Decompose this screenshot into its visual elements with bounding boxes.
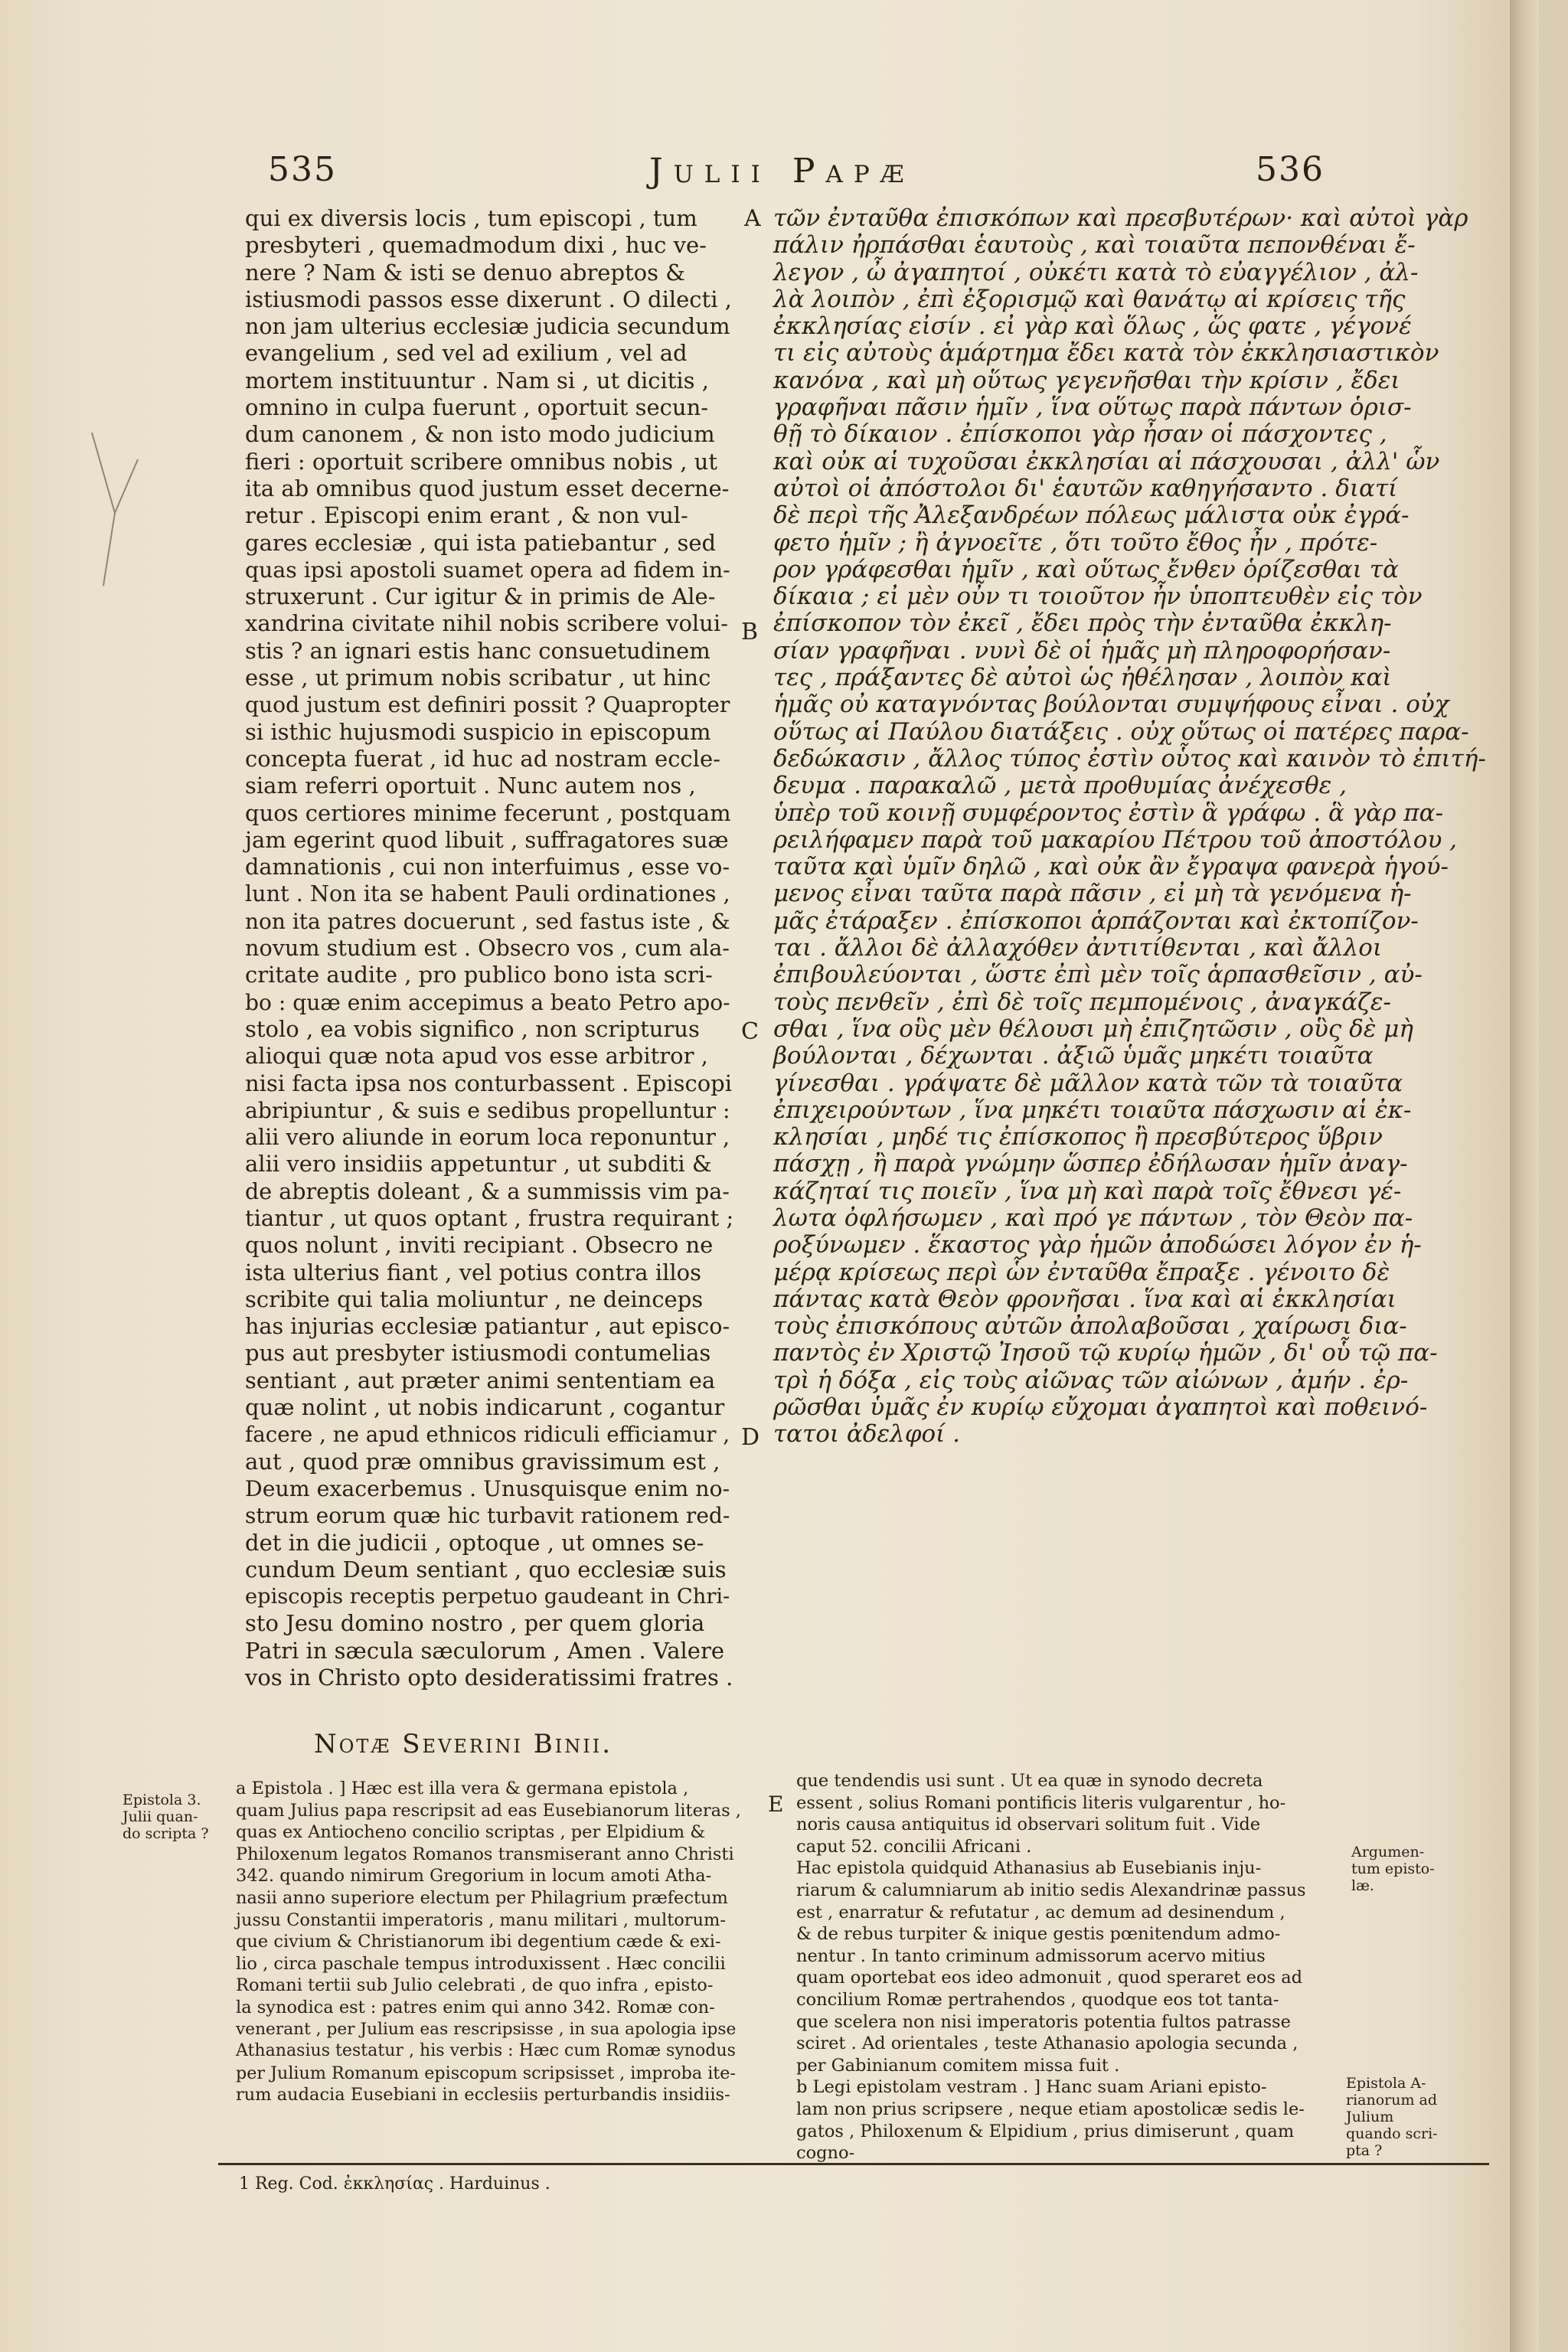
notes-title: Notæ Severini Binii.	[314, 1729, 613, 1759]
greek-text-line: ταῦτα καὶ ὑμῖν δηλῶ , καὶ οὐκ ἂν ἔγραψα φανερὰ ἡγού-	[773, 853, 1449, 881]
footnote-rule	[218, 2163, 1489, 2165]
latin-text-line: bo : quæ enim accepimus a beato Petro apo-	[245, 989, 730, 1015]
side-note-left: Epistola 3. Julii quan- do scripta ?	[122, 1792, 209, 1842]
latin-text-line: nisi facta ipsa nos conturbassent . Episcopi	[245, 1070, 732, 1096]
latin-text-line: stolo , ea vobis significo , non scripturus	[245, 1015, 700, 1042]
left-page-number: 535	[268, 150, 337, 189]
note-line: quas ex Antiocheno concilio scriptas , per Elpidium &	[236, 1822, 706, 1843]
greek-text-line: τες , πράξαντες δὲ αὐτοὶ ὡς ἠθέλησαν , λοιπὸν καὶ	[773, 664, 1392, 692]
note-line: nasii anno superiore electum per Philagrium præfectum	[236, 1887, 728, 1908]
latin-text-line: stis ? an ignari estis hanc consuetudinem	[245, 637, 710, 664]
latin-text-line: nere ? Nam & isti se denuo abreptos &	[245, 259, 686, 286]
latin-text-line: omnino in culpa fuerunt , oportuit secun-	[245, 394, 709, 421]
greek-text-line: σίαν γραφῆναι . νυνὶ δὲ οἱ ἡμᾶς μὴ πληροφορήσαν-	[773, 636, 1391, 665]
greek-text-line: ται . ἄλλοι δὲ ἀλλαχόθεν ἀντιτίθενται , καὶ ἄλλοι	[773, 934, 1383, 962]
note-line: per Julium Romanum episcopum scripsisset , improba ite-	[236, 2063, 736, 2083]
latin-text-line: alioqui quæ nota apud vos esse arbitror ,	[245, 1043, 708, 1070]
greek-text-line: ἐπιχειρούντων , ἵνα μηκέτι τοιαῦτα πάσχωσιν αἱ ἐκ-	[773, 1096, 1412, 1124]
note-line: per Gabinianum comitem missa fuit .	[796, 2055, 1120, 2076]
greek-text-line: λωτα ὀφλήσωμεν , καὶ πρό γε πάντων , τὸν Θεὸν πα-	[773, 1204, 1413, 1232]
greek-text-line: λὰ λοιπὸν , ἐπὶ ἐξορισμῷ καὶ θανάτῳ αἱ κρίσεις τῆς	[773, 285, 1406, 313]
greek-text-line: ἡμᾶς οὐ καταγνόντας βούλονται συμψήφους εἶναι . οὐχ	[773, 691, 1449, 719]
greek-text-line: τατοι ἀδελφοί .	[773, 1420, 961, 1449]
latin-text-line: istiusmodi passos esse dixerunt . O dilecti ,	[245, 286, 732, 312]
note-line: Romani tertii sub Julio celebrati , de quo infra , episto-	[236, 1975, 714, 1996]
side-note-right-bottom: Epistola A- rianorum ad Julium quando scri- pta ?	[1346, 2075, 1438, 2159]
latin-text-line: quæ nolint , ut nobis indicarunt , cogantur	[245, 1394, 725, 1421]
latin-text-line: non ita patres docuerunt , sed fastus iste , &	[245, 908, 730, 934]
greek-text-line: τοὺς ἐπισκόπους αὐτῶν ἀπολαβοῦσαι , χαίρωσι δια-	[773, 1312, 1407, 1341]
greek-text-line: δευμα . παρακαλῶ , μετὰ προθυμίας ἀνέχεσθε ,	[773, 772, 1347, 800]
greek-text-line: σθαι , ἵνα οὓς μὲν θέλουσι μὴ ἐπιζητῶσιν , οὓς δὲ μὴ	[773, 1014, 1413, 1043]
note-line: rum audacia Eusebiani in ecclesiis perturbandis insidiis-	[236, 2085, 730, 2105]
note-line: que civium & Christianorum ibi degentium cæde & exi-	[236, 1932, 721, 1952]
latin-text-line: sentiant , aut præter animi sententiam ea	[245, 1367, 716, 1393]
notes-margin-letter-e: E	[768, 1792, 784, 1817]
note-line: lio , circa paschale tempus introduxissent . Hæc concilii	[236, 1953, 726, 1974]
side-note-right-top: Argumen- tum episto- læ.	[1351, 1844, 1435, 1894]
greek-text-line: δεδώκασιν , ἄλλος τύπος ἐστὶν οὗτος καὶ καινὸν τὸ ἐπιτή-	[773, 744, 1486, 773]
pencil-mark	[84, 429, 145, 590]
greek-text-line: βούλονται , δέχωνται . ἀξιῶ ὑμᾶς μηκέτι τοιαῦτα	[773, 1042, 1374, 1070]
note-line: que scelera non nisi imperatoris potentia fultos patrasse	[796, 2011, 1291, 2032]
latin-text-line: qui ex diversis locis , tum episcopi , tum	[245, 205, 697, 231]
greek-text-line: φετο ἡμῖν ; ἢ ἀγνοεῖτε , ὅτι τοῦτο ἔθος ἦν , πρότε-	[773, 528, 1378, 557]
latin-text-line: quos nolunt , inviti recipiant . Obsecro ne	[245, 1232, 714, 1259]
latin-text-line: evangelium , sed vel ad exilium , vel ad	[245, 340, 688, 367]
latin-text-column	[245, 205, 735, 1691]
note-line: jussu Constantii imperatoris , manu militari , multorum-	[236, 1909, 726, 1930]
greek-text-line: ρειλήφαμεν παρὰ τοῦ μακαρίου Πέτρου τοῦ ἀποστόλου ,	[773, 825, 1458, 854]
note-line: la synodica est : patres enim qui anno 342. Romæ con-	[236, 1997, 715, 2017]
running-title: Julii Papæ	[649, 152, 915, 191]
greek-text-line: κλησίαι , μηδέ τις ἐπίσκοπος ἢ πρεσβύτερος ὕβριν	[773, 1123, 1383, 1152]
latin-text-line: cundum Deum sentiant , quo ecclesiæ suis	[245, 1556, 727, 1583]
greek-text-line: τῶν ἐνταῦθα ἐπισκόπων καὶ πρεσβυτέρων· καὶ αὐτοὶ γὰρ	[773, 204, 1468, 232]
latin-text-line: ista ulterius fiant , vel potius contra illos	[245, 1259, 701, 1285]
greek-text-line: μᾶς ἐτάραξεν . ἐπίσκοποι ἁρπάζονται καὶ ἐκτοπίζον-	[773, 906, 1419, 935]
greek-text-line: μενος εἶναι ταῦτα παρὰ πᾶσιν , εἰ μὴ τὰ γενόμενα ἡ-	[773, 880, 1412, 908]
note-line: essent , solius Romani pontificis literis vulgarentur , ho-	[796, 1792, 1286, 1813]
margin-letter-c: C	[741, 1018, 759, 1045]
note-line: b Legi epistolam vestram . ] Hanc suam Ariani episto-	[796, 2077, 1267, 2098]
margin-letter-d: D	[741, 1424, 760, 1451]
greek-text-line: κανόνα , καὶ μὴ οὕτως γεγενῆσθαι τὴν κρίσιν , ἔδει	[773, 366, 1400, 394]
latin-text-line: strum eorum quæ hic turbavit rationem red-	[245, 1503, 730, 1529]
latin-text-line: si isthic hujusmodi suspicio in episcopum	[245, 718, 711, 745]
greek-text-line: μέρᾳ κρίσεως περὶ ὧν ἐνταῦθα ἔπραξε . γένοιτο δὲ	[773, 1258, 1390, 1286]
greek-text-line: δίκαια ; εἰ μὲν οὖν τι τοιοῦτον ἦν ὑποπτευθὲν εἰς τὸν	[773, 583, 1423, 611]
greek-text-line: λεγον , ὦ ἀγαπητοί , οὐκέτι κατὰ τὸ εὐαγγέλιον , ἀλ-	[773, 258, 1419, 286]
note-line: 342. quando nimirum Gregorium in locum amoti Atha-	[236, 1866, 712, 1886]
greek-text-line: καὶ οὐκ αἱ τυχοῦσαι ἐκκλησίαι αἱ πάσχουσαι , ἀλλ' ὧν	[773, 447, 1440, 475]
note-line: que tendendis usi sunt . Ut ea quæ in synodo decreta	[796, 1771, 1263, 1791]
latin-text-line: det in die judicii , optoque , ut omnes se-	[245, 1529, 704, 1556]
greek-text-line: ὑπὲρ τοῦ κοινῇ συμφέροντος ἐστὶν ἃ γράφω . ἃ γὰρ πα-	[773, 799, 1444, 827]
note-line: est , enarratur & refutatur , ac demum ad desinendum ,	[796, 1902, 1285, 1922]
greek-text-line: τι εἰς αὐτοὺς ἁμάρτημα ἔδει κατὰ τὸν ἐκκλησιαστικὸν	[773, 339, 1439, 368]
note-line: a Epistola . ] Hæc est illa vera & germana epistola ,	[236, 1779, 689, 1798]
latin-text-line: tiantur , ut quos optant , frustra requirant ;	[245, 1204, 734, 1231]
latin-text-line: Deum exacerbemus . Unusquisque enim no-	[245, 1475, 730, 1501]
greek-text-line: ρον γράφεσθαι ἡμῖν , καὶ οὕτως ἔνθεν ὁρίζεσθαι τὰ	[773, 555, 1399, 583]
greek-text-line: πάλιν ἠρπάσθαι ἑαυτοὺς , καὶ τοιαῦτα πεπονθέναι ἔ-	[773, 231, 1416, 260]
latin-text-line: siam referri oportuit . Nunc autem nos ,	[245, 773, 696, 799]
margin-letter-a: A	[744, 205, 761, 232]
note-line: sciret . Ad orientales , teste Athanasio apologia secunda ,	[796, 2034, 1298, 2054]
note-line: nentur . In tanto criminum admissorum acervo mitius	[796, 1945, 1266, 1966]
latin-text-line: episcopis receptis perpetuo gaudeant in Chri-	[245, 1585, 730, 1609]
latin-text-line: concepta fuerat , id huc ad nostram eccle-	[245, 745, 720, 772]
note-line: quam Julius papa rescripsit ad eas Eusebianorum literas ,	[236, 1800, 741, 1821]
greek-text-line: ροξύνωμεν . ἕκαστος γὰρ ἡμῶν ἀποδώσει λόγον ἐν ἡ-	[773, 1231, 1422, 1259]
latin-text-line: esse , ut primum nobis scribatur , ut hinc	[245, 665, 711, 691]
greek-text-line: θῇ τὸ δίκαιον . ἐπίσκοποι γὰρ ἦσαν οἱ πάσχοντες ,	[773, 420, 1387, 449]
greek-text-line: παντὸς ἐν Χριστῷ Ἰησοῦ τῷ κυρίῳ ἡμῶν , δι' οὗ τῷ πα-	[773, 1339, 1438, 1367]
latin-text-line: jam egerint quod libuit , suffragatores suæ	[245, 826, 729, 853]
latin-text-line: xandrina civitate nihil nobis scribere volui-	[245, 610, 728, 637]
note-line: venerant , per Julium eas rescripsisse , in sua apologia ipse	[236, 2019, 737, 2039]
latin-text-line: ita ab omnibus quod justum esset decerne-	[245, 475, 730, 501]
greek-text-line: ἐπιβουλεύονται , ὥστε ἐπὶ μὲν τοῖς ἁρπασθεῖσιν , αὐ-	[773, 961, 1423, 989]
greek-text-line: ἐπίσκοπον τὸν ἐκεῖ , ἔδει πρὸς τὴν ἐνταῦθα ἐκκλη-	[773, 609, 1392, 638]
latin-text-line: pus aut presbyter istiusmodi contumelias	[245, 1340, 711, 1367]
note-line: Hac epistola quidquid Athanasius ab Eusebianis inju-	[796, 1858, 1262, 1879]
note-line: quam oportebat eos ideo admonuit , quod speraret eos ad	[796, 1968, 1303, 1988]
latin-text-line: novum studium est . Obsecro vos , cum ala-	[245, 935, 730, 962]
latin-text-line: quod justum est definiri possit ? Quapropter	[245, 692, 730, 718]
note-line: riarum & calumniarum ab initio sedis Alexandrinæ passus	[796, 1880, 1306, 1900]
note-line: gatos , Philoxenum & Elpidium , prius dimiserunt , quam	[796, 2121, 1295, 2141]
page-header	[0, 150, 1539, 204]
greek-text-line: πάσχῃ , ἢ παρὰ γνώμην ὥσπερ ἐδήλωσαν ἡμῖν ἀναγ-	[773, 1150, 1408, 1178]
latin-text-line: scribite qui talia moliuntur , ne deinceps	[245, 1285, 704, 1312]
latin-text-line: alii vero insidiis appetuntur , ut subditi &	[245, 1151, 712, 1178]
margin-letter-b: B	[741, 619, 759, 645]
latin-text-line: retur . Episcopi enim erant , & non vul-	[245, 502, 688, 529]
footnote: 1 Reg. Cod. ἐκκλησίας . Harduinus .	[239, 2174, 550, 2194]
greek-text-line: γραφῆναι πᾶσιν ἡμῖν , ἵνα οὕτως παρὰ πάντων ὁρισ-	[773, 394, 1412, 422]
latin-text-line: fieri : oportuit scribere omnibus nobis , ut	[245, 448, 718, 475]
latin-text-line: facere , ne apud ethnicos ridiculi efficiamur ,	[245, 1422, 730, 1448]
latin-text-line: aut , quod præ omnibus gravissimum est ,	[245, 1448, 720, 1475]
latin-text-line: presbyteri , quemadmodum dixi , huc ve-	[245, 232, 707, 259]
page-edge	[1510, 0, 1539, 2352]
greek-text-line: ρῶσθαι ὑμᾶς ἐν κυρίῳ εὔχομαι ἀγαπητοὶ καὶ ποθεινό-	[773, 1393, 1428, 1422]
latin-text-line: critate audite , pro publico bono ista scri-	[245, 962, 713, 988]
greek-text-line: οὕτως αἱ Παύλου διατάξεις . οὐχ οὕτως οἱ πατέρες παρα-	[773, 717, 1469, 746]
note-line: & de rebus turpiter & inique gestis pœnitendum admo-	[796, 1924, 1281, 1945]
latin-text-line: Patri in sæcula sæculorum , Amen . Valere	[245, 1637, 724, 1664]
latin-text-line: mortem instituuntur . Nam si , ut dicitis ,	[245, 367, 709, 394]
greek-text-line: δὲ περὶ τῆς Ἀλεξανδρέων πόλεως μάλιστα οὐκ ἐγρά-	[773, 501, 1410, 530]
latin-text-line: abripiuntur , & suis e sedibus propelluntur :	[245, 1097, 730, 1123]
greek-text-line: κάζηταί τις ποιεῖν , ἵνα μὴ καὶ παρὰ τοῖς ἔθνεσι γέ-	[773, 1177, 1402, 1205]
note-line: concilium Romæ pertrahendos , quodque eos tot tanta-	[796, 1989, 1279, 2010]
latin-text-line: quas ipsi apostoli suamet opera ad fidem in-	[245, 557, 730, 583]
latin-text-line: gares ecclesiæ , qui ista patiebantur , sed	[245, 529, 717, 556]
latin-text-line: non jam ulterius ecclesiæ judicia secundum	[245, 314, 730, 340]
latin-text-line: alii vero aliunde in eorum loca reponuntur ,	[245, 1124, 730, 1151]
latin-text-line: lunt . Non ita se habent Pauli ordinationes ,	[245, 880, 730, 907]
latin-text-line: damnationis , cui non interfuimus , esse vo-	[245, 854, 730, 880]
latin-text-line: sto Jesu domino nostro , per quem gloria	[245, 1610, 705, 1637]
greek-text-line: γίνεσθαι . γράψατε δὲ μᾶλλον κατὰ τῶν τὰ τοιαῦτα	[773, 1069, 1403, 1097]
greek-text-line: πάντας κατὰ Θεὸν φρονῆσαι . ἵνα καὶ αἱ ἐκκλησίαι	[773, 1285, 1396, 1313]
greek-text-line: αὐτοὶ οἱ ἀπόστολοι δι' ἑαυτῶν καθηγήσαντο . διατί	[773, 474, 1398, 502]
right-page-number: 536	[1256, 150, 1325, 189]
greek-text-line: τρὶ ἡ δόξα , εἰς τοὺς αἰῶνας τῶν αἰώνων , ἀμήν . ἐρ-	[773, 1366, 1409, 1394]
note-line: Athanasius testatur , his verbis : Hæc cum Romæ synodus	[236, 2041, 736, 2061]
greek-text-line: ἐκκλησίας εἰσίν . εἰ γὰρ καὶ ὅλως , ὥς φατε , γέγονέ	[773, 312, 1412, 341]
note-line: lam non prius scripsere , neque etiam apostolicæ sedis le-	[796, 2099, 1305, 2119]
notes-right-column	[796, 1770, 1317, 2164]
note-line: Philoxenum legatos Romanos transmiserant anno Christi	[236, 1844, 734, 1864]
latin-text-line: struxerunt . Cur igitur & in primis de Ale-	[245, 583, 716, 610]
greek-text-line: τοὺς πενθεῖν , ἐπὶ δὲ τοῖς πεμπομένοις , ἀναγκάζε-	[773, 988, 1391, 1016]
note-line: caput 52. concilii Africani .	[796, 1836, 1032, 1857]
latin-text-line: quos certiores minime fecerunt , postquam	[245, 799, 731, 826]
note-line: cogno-	[796, 2143, 855, 2164]
notes-left-column	[236, 1778, 741, 2106]
latin-text-line: has injurias ecclesiæ patiantur , aut episco-	[245, 1313, 730, 1340]
note-line: noris causa antiquitus id observari solitum fuit . Vide	[796, 1815, 1261, 1835]
latin-text-line: vos in Christo opto desideratissimi fratres .	[245, 1664, 733, 1691]
greek-text-column	[773, 205, 1508, 1449]
latin-text-line: dum canonem , & non isto modo judicium	[245, 421, 715, 448]
latin-text-line: de abreptis doleant , & a summissis vim pa-	[245, 1178, 730, 1204]
